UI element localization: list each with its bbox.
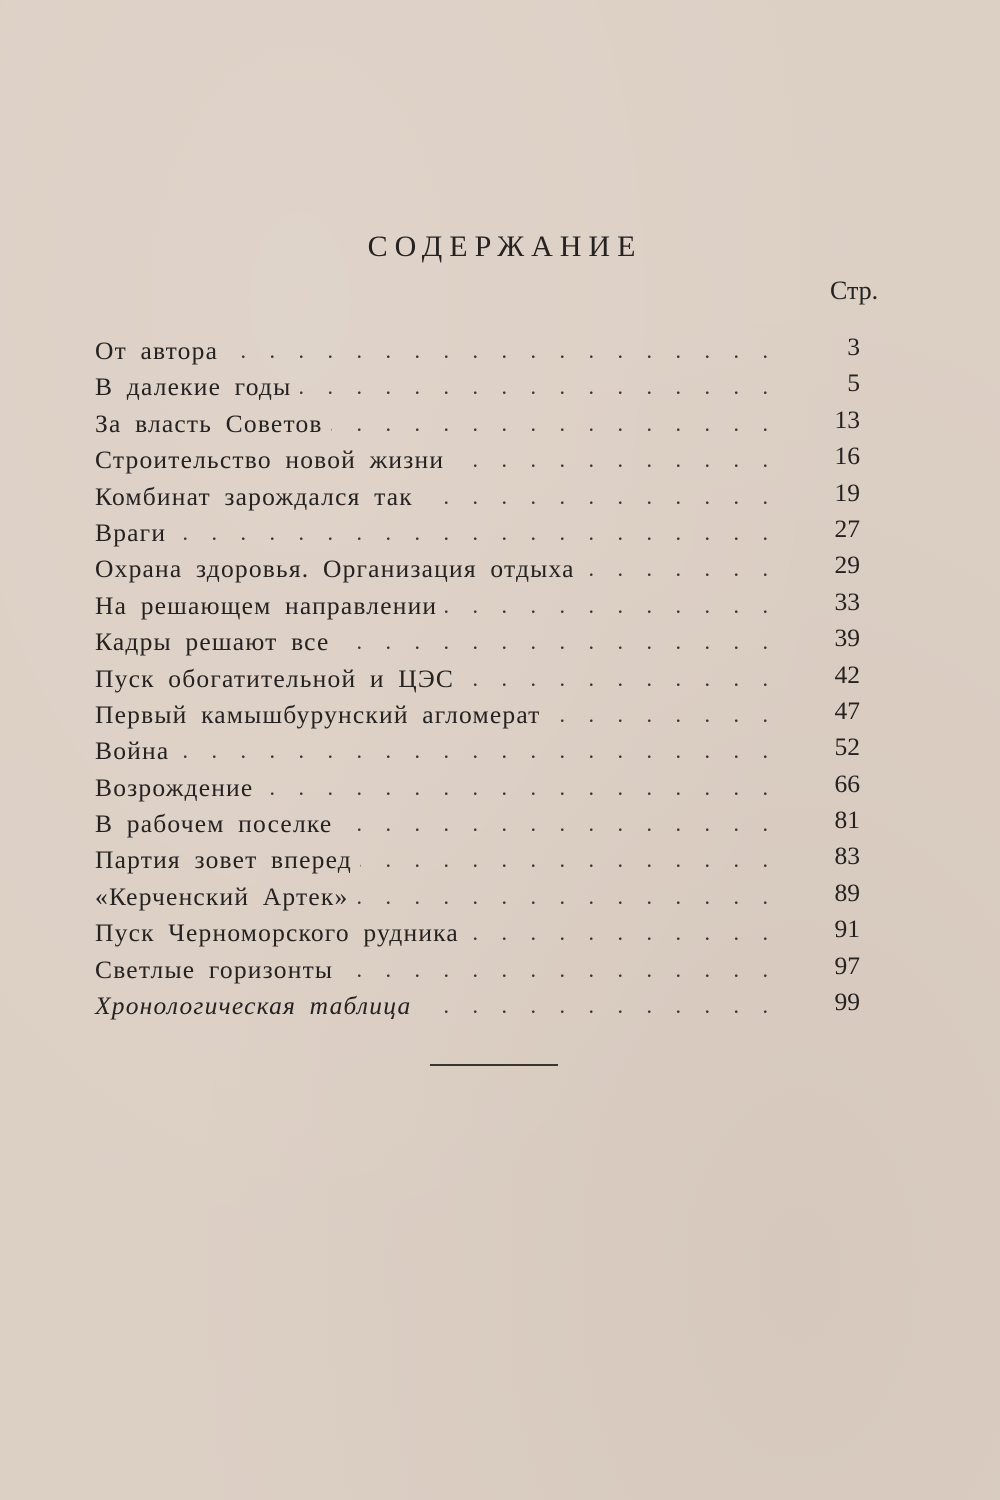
toc-entry-title: Возрождение <box>95 772 254 802</box>
toc-entry <box>95 402 865 438</box>
table-of-contents <box>95 329 865 1020</box>
toc-entry-page: 97 <box>834 950 860 980</box>
toc-entry-page: 27 <box>834 513 860 543</box>
contents-heading: СОДЕРЖАНИЕ <box>367 230 643 264</box>
toc-entry <box>95 547 865 583</box>
toc-entry <box>95 329 865 365</box>
toc-entry-title: Война <box>95 736 170 766</box>
dot-leader <box>583 551 777 587</box>
toc-entry-page: 47 <box>834 695 860 725</box>
toc-entry <box>95 838 865 874</box>
toc-entry-page: 33 <box>834 586 860 616</box>
toc-entry-page: 91 <box>834 914 860 944</box>
toc-entry-page: 99 <box>834 987 860 1017</box>
dot-leader <box>452 442 777 478</box>
toc-entry-page: 19 <box>834 477 860 507</box>
toc-entry-page: 16 <box>834 441 860 471</box>
toc-entry-title: На решающем направлении <box>95 590 438 620</box>
dot-leader <box>341 952 777 988</box>
toc-entry <box>95 475 865 511</box>
toc-entry-page: 83 <box>834 841 860 871</box>
toc-entry-title: Строительство новой жизни <box>95 445 445 475</box>
toc-entry-title: Охрана здоровья. Организация отдыха <box>95 554 575 584</box>
toc-entry-page: 39 <box>834 623 860 653</box>
toc-entry-page: 89 <box>834 877 860 907</box>
toc-entry-title: За власть Советов <box>95 408 323 438</box>
dot-leader <box>445 588 777 624</box>
dot-leader <box>331 406 777 442</box>
toc-entry-title: От автора <box>95 336 219 365</box>
dot-leader <box>467 915 777 951</box>
toc-entry <box>95 766 865 802</box>
dot-leader <box>462 661 777 697</box>
closing-divider <box>430 1064 558 1066</box>
toc-entry-title: Первый камышбурунский агломерат <box>95 699 541 729</box>
toc-entry <box>95 729 865 765</box>
toc-entry <box>95 365 865 401</box>
dot-leader <box>549 697 777 733</box>
dot-leader <box>174 515 777 551</box>
toc-entry-page: 3 <box>847 332 860 361</box>
toc-entry-title: Комбинат зарождался так <box>95 481 413 511</box>
dot-leader <box>356 879 777 915</box>
toc-entry-title: Враги <box>95 517 167 547</box>
dot-leader <box>421 479 777 515</box>
dot-leader <box>261 770 777 806</box>
toc-entry <box>95 438 865 474</box>
toc-entry-title: Пуск Черноморского рудника <box>95 918 459 948</box>
toc-entry-page: 66 <box>834 768 860 798</box>
toc-entry-title: Кадры решают все <box>95 627 330 657</box>
toc-entry <box>95 984 865 1020</box>
toc-entry-page: 52 <box>834 732 860 762</box>
toc-entry-page: 42 <box>834 659 860 689</box>
dot-leader <box>338 624 777 660</box>
toc-entry <box>95 511 865 547</box>
toc-entry <box>95 802 865 838</box>
toc-entry-title: Светлые горизонты <box>95 954 334 984</box>
dot-leader <box>226 333 777 369</box>
dot-leader <box>360 842 777 878</box>
toc-entry <box>95 657 865 693</box>
page-column-label: Стр. <box>830 276 879 305</box>
toc-entry <box>95 948 865 984</box>
toc-entry-title: В далекие годы <box>95 372 292 402</box>
dot-leader <box>340 806 777 842</box>
toc-entry-page: 5 <box>847 368 860 398</box>
toc-entry-title: Партия зовет вперед <box>95 845 352 875</box>
toc-entry-title: В рабочем поселке <box>95 809 333 839</box>
toc-entry-page: 29 <box>834 550 860 580</box>
toc-entry <box>95 875 865 911</box>
toc-entry <box>95 620 865 656</box>
toc-entry <box>95 693 865 729</box>
toc-entry-title: Пуск обогатительной и ЦЭС <box>95 663 455 693</box>
dot-leader <box>419 988 777 1024</box>
toc-entry-page: 81 <box>834 805 860 835</box>
toc-entry-title: «Керченский Артек» <box>95 881 349 911</box>
toc-entry <box>95 584 865 620</box>
toc-entry-page: 13 <box>834 404 860 434</box>
dot-leader <box>177 733 777 769</box>
toc-entry <box>95 911 865 947</box>
toc-entry-title: Хронологическая таблица <box>95 991 412 1021</box>
dot-leader <box>299 369 777 405</box>
